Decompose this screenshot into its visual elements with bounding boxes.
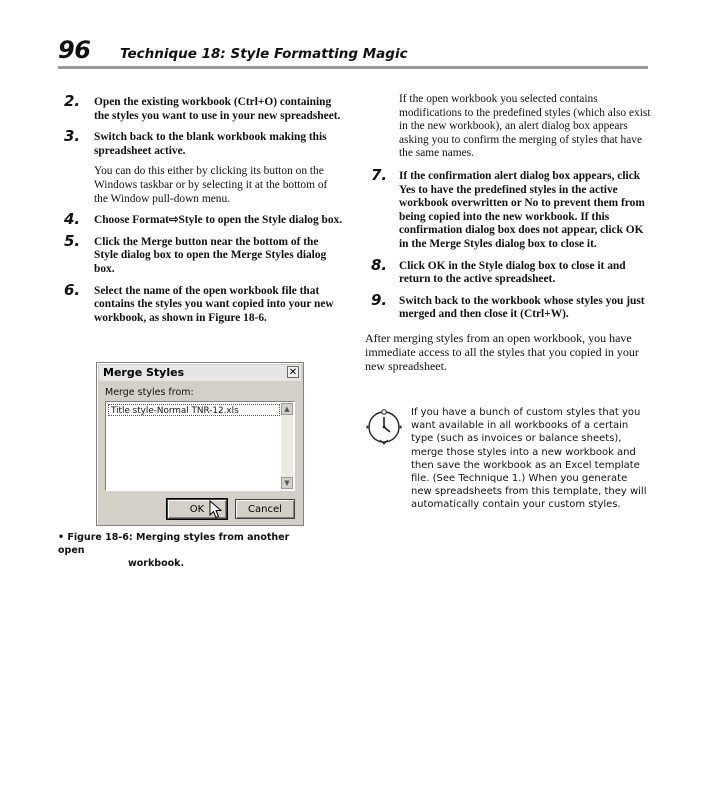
step-9 — [365, 290, 652, 322]
step-text: Switch back to the workbook whose styles you just merged and then close it (Ctrl+W). — [399, 294, 645, 321]
step-2 — [58, 92, 343, 123]
close-icon[interactable]: ✕ — [288, 367, 298, 378]
left-column — [58, 92, 343, 333]
step-text: Select the name of the open workbook file that contains the styles you want copied into your new workbook, as shown in Figure 18-6. — [94, 284, 334, 324]
list-item[interactable]: Title style-Normal TNR-12.xls — [108, 404, 280, 416]
cancel-button[interactable]: Cancel — [235, 499, 295, 519]
step-number: 5. — [64, 231, 81, 250]
step-text: Switch back to the blank workbook making this spreadsheet active. — [94, 131, 327, 157]
step-number: 6. — [64, 280, 81, 299]
step-text: If the confirmation alert dialog box appears, click Yes to have the predefined styles in the active workbook overwritten or No to prevent them from being copied into the new workbook. If this confirmation dialog box does not appear, click OK in the Merge Styles dialog box to close it. — [399, 169, 645, 250]
dialog-title: Merge Styles — [103, 366, 185, 379]
step-6 — [58, 280, 343, 326]
workbook-list[interactable] — [105, 401, 295, 491]
step-number: 4. — [64, 210, 81, 229]
caption-text-line-2: workbook. — [128, 558, 185, 569]
caption-bullet: • — [58, 532, 65, 543]
step-8 — [365, 255, 652, 287]
scroll-up-icon[interactable]: ▲ — [281, 403, 293, 415]
step-4 — [58, 210, 343, 229]
header-rule — [58, 66, 648, 69]
list-scrollbar[interactable] — [281, 403, 293, 489]
merge-from-label: Merge styles from: — [105, 387, 194, 398]
intro-paragraph: If the open workbook you selected contains modifications to the predefined styles (which also exist in the new workbook), an alert dialog box appears asking you to confirm the merging of styles that have the same names. — [399, 93, 651, 160]
caption-text-line-1: Merging styles from another open — [58, 532, 290, 556]
step-text: Click the Merge button near the bottom of the Style dialog box to open the Merge Styles dialog box. — [94, 235, 327, 275]
step-number: 2. — [64, 92, 81, 110]
right-column — [365, 93, 652, 374]
ok-button[interactable]: OK — [167, 499, 227, 519]
summary-paragraph: After merging styles from an open workbook, you have immediate access to all the styles that you copied in your new spreadsheet. — [365, 330, 639, 374]
step-text: Open the existing workbook (Ctrl+O) containing the styles you want to use in your new spreadsheet. — [94, 96, 341, 122]
step-3 — [58, 127, 343, 158]
scroll-down-icon[interactable]: ▼ — [281, 477, 293, 489]
step-text: Click OK in the Style dialog box to close it and return to the active spreadsheet. — [399, 259, 626, 286]
figure-caption — [58, 531, 308, 570]
page-number: 96 — [58, 36, 91, 64]
step-number: 8. — [371, 255, 388, 274]
step-3-note: You can do this either by clicking its button on the Windows taskbar or by selecting it at the bottom of the Window pull-down menu. — [94, 165, 328, 205]
step-text: Choose Format⇨Style to open the Style dialog box. — [94, 214, 343, 227]
running-header-title: Technique 18: Style Formatting Magic — [120, 46, 408, 62]
step-number: 7. — [371, 165, 388, 184]
step-number: 3. — [64, 127, 81, 146]
clock-icon — [366, 407, 402, 445]
dialog-title-bar — [99, 365, 301, 381]
merge-styles-dialog — [96, 362, 304, 526]
tip-text: If you have a bunch of custom styles that you want available in all workbooks of a certain type (such as invoices or balance sheets), merge those styles into a new workbook and then save the workbook as an Excel template file. (See Technique 1.) When you generate new spreadsheets from this template, they will automatically contain your custom styles. — [411, 407, 647, 511]
caption-label: Figure 18-6: — [67, 532, 133, 543]
mouse-pointer-icon — [209, 500, 223, 520]
step-7 — [365, 165, 652, 252]
step-number: 9. — [371, 290, 388, 309]
step-5 — [58, 231, 343, 277]
